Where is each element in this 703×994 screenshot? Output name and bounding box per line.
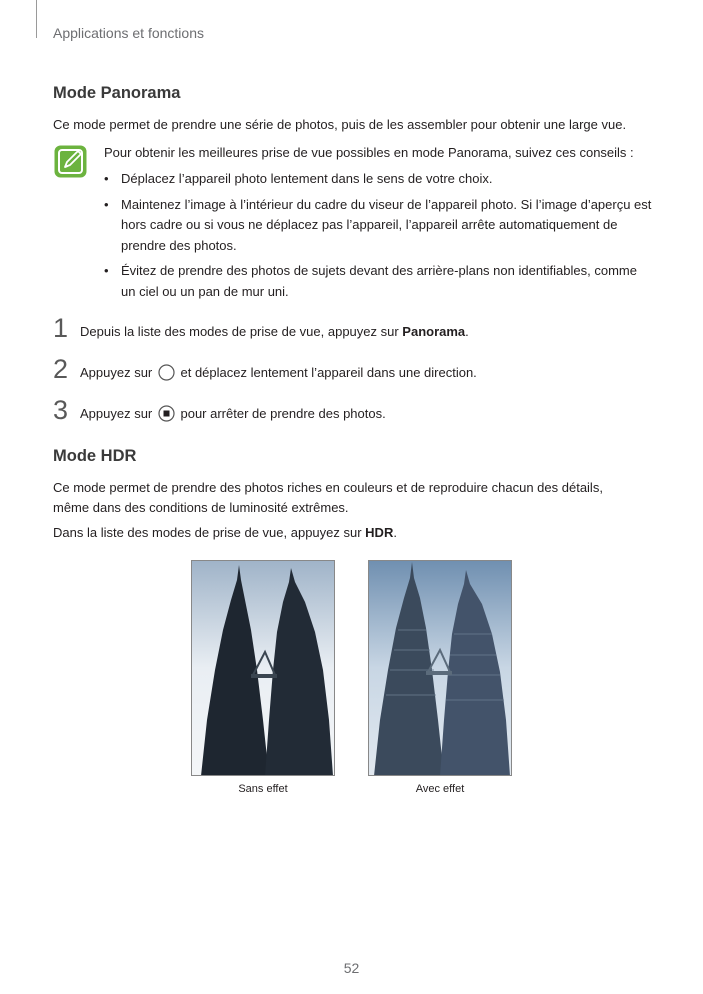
note-pencil-icon <box>54 145 87 178</box>
note-intro: Pour obtenir les meilleures prise de vue possibles en mode Panorama, suivez ces conseils : <box>104 145 634 160</box>
list-item: • Évitez de prendre des photos de sujets devant des arrière-plans non identifiables, comme un ciel ou un pan de mur uni. <box>104 263 637 299</box>
stop-button-icon <box>158 405 175 422</box>
step-2: 2 Appuyez sur et déplacez lentement l’appareil dans une direction. <box>53 354 477 384</box>
step-number: 1 <box>53 313 69 343</box>
photo-without-hdr <box>191 560 335 776</box>
shutter-button-icon <box>158 364 175 381</box>
section-header: Applications et fonctions <box>53 25 204 41</box>
list-item: • Déplacez l’appareil photo lentement dans le sens de votre choix. <box>104 171 493 186</box>
caption-without-effect: Sans effet <box>238 783 288 795</box>
hdr-title: Mode HDR <box>53 447 137 465</box>
page-number: 52 <box>343 960 360 976</box>
step-number: 3 <box>53 395 69 425</box>
hdr-instruction: Dans la liste des modes de prise de vue, appuyez sur HDR. <box>53 525 397 540</box>
step-3: 3 Appuyez sur pour arrêter de prendre des photos. <box>53 395 386 425</box>
panorama-intro: Ce mode permet de prendre une série de photos, puis de les assembler pour obtenir une large vue. <box>53 117 627 132</box>
step-number: 2 <box>53 354 69 384</box>
list-item: • Maintenez l’image à l’intérieur du cadre du viseur de l’appareil photo. Si l’image d’aperçu est hors cadre ou si vous ne déplacez pas l’appareil, l’appareil arrête automatiquement de prendre des photos. <box>104 196 652 253</box>
photo-with-hdr <box>368 560 512 776</box>
hdr-intro-line1: Ce mode permet de prendre des photos riches en couleurs et de reproduire chacun des détails, <box>53 480 603 495</box>
caption-with-effect: Avec effet <box>415 783 465 795</box>
tips-list <box>104 169 654 307</box>
header-rule <box>36 0 37 38</box>
panorama-mode-label: Panorama <box>402 324 466 339</box>
hdr-intro-line2: même dans des conditions de luminosité extrêmes. <box>53 500 349 515</box>
hdr-mode-label: HDR <box>365 525 394 540</box>
step-1: 1 Depuis la liste des modes de prise de vue, appuyez sur Panorama. <box>53 313 469 343</box>
panorama-title: Mode Panorama <box>53 84 181 102</box>
